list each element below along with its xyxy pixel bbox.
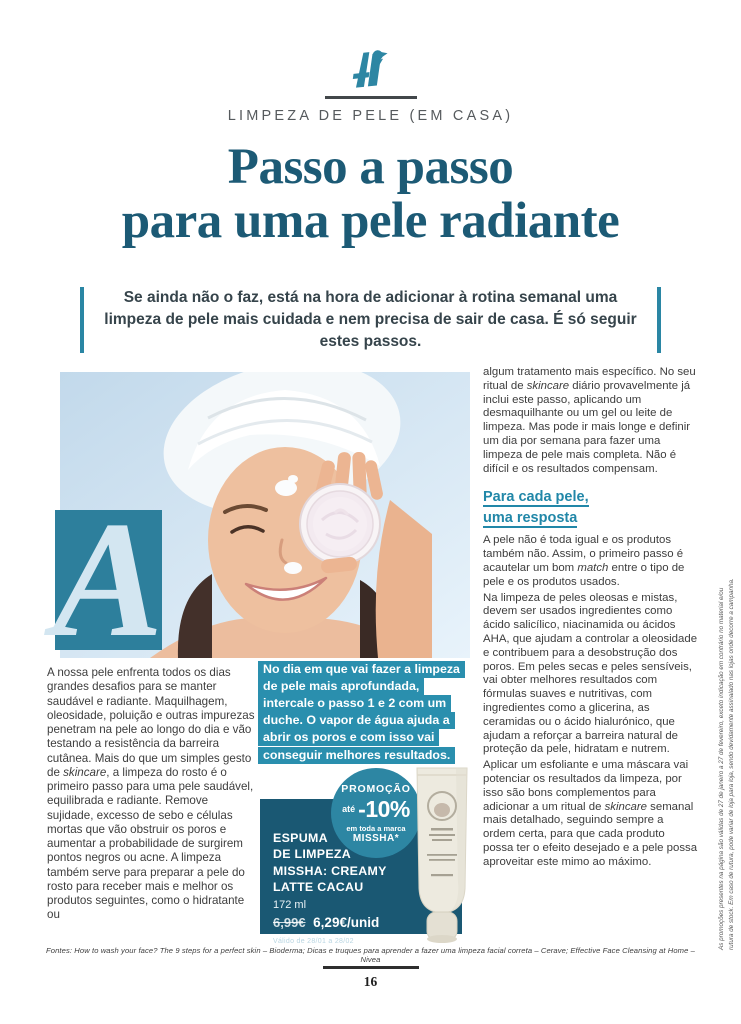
right-p2-part1: A pele não é toda igual e os produtos também não. Assim, o primeiro passo é acautelar um bom xyxy=(483,534,684,574)
page-footer xyxy=(0,966,741,990)
product-name-line3: MISSHA: CREAMY xyxy=(273,863,387,878)
right-p2-italic: match xyxy=(577,562,609,574)
section-title: LIMPEZA DE PELE (EM CASA) xyxy=(227,108,514,124)
right-p2-part2: entre o tipo de pele e os produtos usados. xyxy=(483,562,685,588)
product-size: 172 ml xyxy=(273,898,307,911)
current-price: 6,29€/unid xyxy=(313,914,380,930)
intro-block xyxy=(80,287,661,353)
left-paragraph-part1: A nossa pele enfrenta todos os dias grandes desafios para se manter saudável e radiante. Maquilhagem, oleosidade, poluição e outras impurezas penetram na pele ao longo do dia e vão testando a resistência da barreira cutânea. Mais do que um simples gesto de xyxy=(47,666,255,779)
right-paragraph-1 xyxy=(483,366,698,476)
old-price: 6,99€ xyxy=(273,914,306,930)
badge-title: PROMOÇÃO xyxy=(341,782,411,795)
badge-brand: MISSHA* xyxy=(352,832,400,844)
subheading xyxy=(483,487,698,529)
right-p4-italic: skincare xyxy=(604,800,647,813)
legal-sidenote: As promoções presentes na página são válidas de 27 de janeiro a 27 de fevereiro, exceto indicação em contrário no material e/ou rutura de stock. Em caso de rutura, pode variar de loja para loja, sendo devidamente assinalado nas lojas onde decorre a campanha. xyxy=(717,578,735,950)
subheading-line1: Para cada pele, xyxy=(483,489,589,506)
article-column-left xyxy=(47,666,256,923)
tip-text: No dia em que vai fazer a limpeza de pele mais aprofundada, intercale o passo 1 e 2 com um duche. O vapor de água ajuda a abrir os poros e com isso vai conseguir melhores resultados. xyxy=(258,661,465,764)
promo-validity: Válido de 28/01 a 28/02 xyxy=(273,937,354,945)
right-paragraph-2 xyxy=(483,534,698,589)
right-p1-part1: algum tratamento mais específico. No seu ritual de xyxy=(483,366,696,392)
badge-discount: -10% xyxy=(358,795,410,822)
intro-left-bar xyxy=(80,287,84,353)
right-p1-part2: diário provavelmente já inclui este passo, aplicando um desmaquilhante ou um gel ou leite de limpeza. Mas pode ir mais longe e definir um dia por semana para fazer uma limpeza de pele mais completa. Não é difícil e os resultados compensam. xyxy=(483,379,691,475)
product-tube-illustration xyxy=(406,762,478,944)
badge-prefix: até xyxy=(342,804,356,814)
badge-scope: em toda a marca xyxy=(346,823,406,833)
page-title-line2: para uma pele radiante xyxy=(121,193,620,250)
auchan-bird-a-logo-icon xyxy=(348,48,394,88)
header-divider xyxy=(325,96,417,99)
product-name-line1: ESPUMA xyxy=(273,831,328,845)
footer-rule xyxy=(323,966,419,969)
left-paragraph-italic: skincare xyxy=(63,765,107,779)
page-title-line1: Passo a passo xyxy=(227,139,514,195)
dropcap-square xyxy=(52,487,164,671)
cream-jar xyxy=(300,484,380,564)
right-paragraph-3: Na limpeza de peles oleosas e mistas, devem ser usados ingredientes como ácido salicílico, niacinamida ou ácidos AHA, que ajudam a controlar a oleosidade e contribuem para a desobstrução dos poros. Em peles secas e peles sensíveis, vai obter melhores resultados com fórmulas suaves e nutritivas, com ingredientes como a glicerina, as ceramidas ou o ácido hialurónico, que ajudam a reforçar a barreira natural de proteção da pele, hidratam e nutrem. xyxy=(483,591,698,756)
right-p4-part1: Aplicar um esfoliante e uma máscara vai potenciar os resultados da limpeza, por isso são bons complementos para adicionar a um ritual de xyxy=(483,759,689,813)
dropcap-letter: A xyxy=(52,487,164,671)
subheading-line2: uma resposta xyxy=(483,510,578,527)
product-tube-image xyxy=(406,762,478,944)
article-column-right xyxy=(483,366,698,870)
page-title xyxy=(0,140,741,248)
intro-text: Se ainda não o faz, está na hora de adicionar à rotina semanal uma limpeza de pele mais cuidada e nem precisa de sair de casa. É só seguir estes passos. xyxy=(104,289,637,350)
product-name-line2: DE LIMPEZA xyxy=(273,847,352,862)
page-header xyxy=(0,48,741,124)
price-line xyxy=(273,915,387,930)
left-paragraph-part2: , a limpeza do rosto é o primeiro passo para uma pele saudável, equilibrada e radiante. Remove sujidade, excesso de sebo e células mortas que vão obstruir os poros e aumentar a probabilidade de surgirem pontos negros ou acne. A limpeza também serve para preparar a pele do rosto para receber mais e melhor os produtos seguintes, como o hidratante ou xyxy=(47,765,254,922)
sources-line: Fontes: How to wash your face? The 9 steps for a perfect skin – Bioderma; Dicas e truques para aprender a fazer uma limpeza facial correta – Cerave; Effective Face Cleansing at Home – Nivea xyxy=(46,946,695,964)
right-paragraph-4 xyxy=(483,759,698,869)
product-name-line4: LATTE CACAU xyxy=(273,880,364,895)
intro-right-bar xyxy=(657,287,661,353)
page-number: 16 xyxy=(363,973,378,989)
right-p1-italic: skincare xyxy=(526,379,570,392)
tip-highlight-box xyxy=(258,661,466,764)
right-p4-part2: semanal mais detalhado, seguindo sempre a ordem certa, para que cada produto possa ter o efeito desejado e a pele possa aproveitar este mimo ao máximo. xyxy=(483,800,698,868)
